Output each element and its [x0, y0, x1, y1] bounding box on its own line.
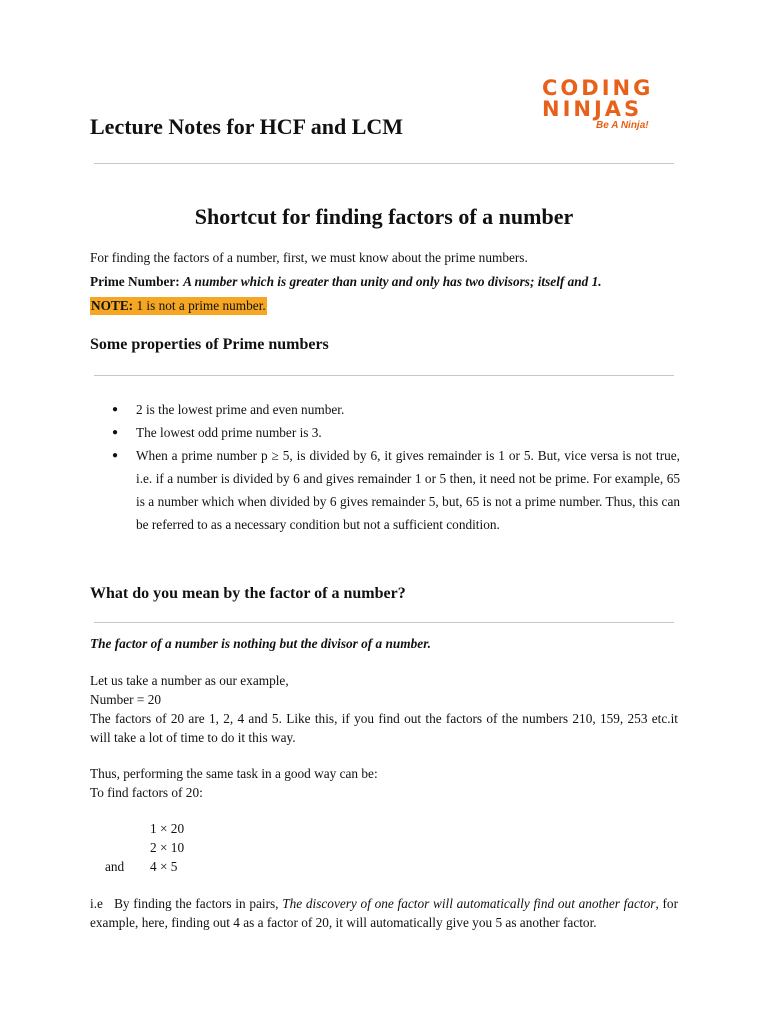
factor-divider	[94, 622, 674, 623]
coding-ninjas-logo	[540, 78, 670, 136]
factor-pair: 1 × 20	[150, 821, 185, 836]
example-line: The factors of 20 are 1, 2, 4 and 5. Like this, if you find out the factors of the numbers 210, 159, 253 etc.it will take a lot of time to do it this way.	[90, 711, 678, 745]
note-label: NOTE:	[91, 298, 134, 313]
prime-definition-text: A number which is greater than unity and only has two divisors; itself and 1.	[183, 274, 602, 289]
prime-properties-list	[112, 398, 680, 536]
list-item: ● 2 is the lowest prime and even number.	[112, 398, 680, 421]
list-item: ● The lowest odd prime number is 3.	[112, 421, 680, 444]
example-line: Number = 20	[90, 692, 162, 707]
prime-label: Prime Number:	[90, 274, 180, 289]
document-title: Lecture Notes for HCF and LCM	[90, 114, 404, 139]
conclusion-suffix: , for example, here, finding out 4 as a factor of 20, it will automatically give you 5 as another factor.	[90, 896, 678, 930]
logo-tagline: Be A Ninja!	[596, 120, 649, 131]
section-heading-factors-shortcut: Shortcut for finding factors of a number	[194, 204, 574, 229]
example-block	[90, 671, 678, 747]
and-label: and	[105, 859, 125, 874]
prime-definition	[90, 272, 690, 292]
logo-line-1: CODING	[542, 76, 654, 100]
logo-line-2: NINJAS	[542, 97, 643, 121]
note-highlight	[90, 297, 267, 315]
title-divider	[94, 163, 674, 164]
example-line: Let us take a number as our example,	[90, 673, 289, 688]
properties-divider	[94, 375, 674, 376]
conclusion-paragraph	[90, 894, 678, 932]
factor-definition: The factor of a number is nothing but the divisor of a number.	[90, 636, 431, 651]
conclusion-italic: The discovery of one factor will automatically find out another factor	[282, 896, 656, 911]
section-heading-factor-meaning: What do you mean by the factor of a number?	[90, 585, 406, 602]
note-line	[90, 296, 267, 316]
note-text: 1 is not a prime number.	[136, 298, 266, 313]
section-heading-prime-properties: Some properties of Prime numbers	[90, 336, 329, 353]
conclusion-prefix: i.e By finding the factors in pairs,	[90, 896, 283, 911]
factor-pair: 2 × 10	[150, 840, 185, 855]
method-line: Thus, performing the same task in a good way can be:	[90, 766, 378, 781]
method-line: To find factors of 20:	[90, 785, 203, 800]
factor-pair: 4 × 5	[150, 859, 178, 874]
intro-paragraph: For finding the factors of a number, first, we must know about the prime numbers.	[90, 250, 528, 265]
list-item: ● When a prime number p ≥ 5, is divided by 6, it gives remainder is 1 or 5. But, vice versa is not true, i.e. if a number is divided by 6 and gives remainder 1 or 5 then, it need not be prime. For example, 65 is a number which when divided by 6 gives remainder 5, but, 65 is not a prime number. Thus, this can be referred to as a necessary condition but not a sufficient condition.	[112, 444, 680, 536]
method-block	[90, 764, 678, 802]
